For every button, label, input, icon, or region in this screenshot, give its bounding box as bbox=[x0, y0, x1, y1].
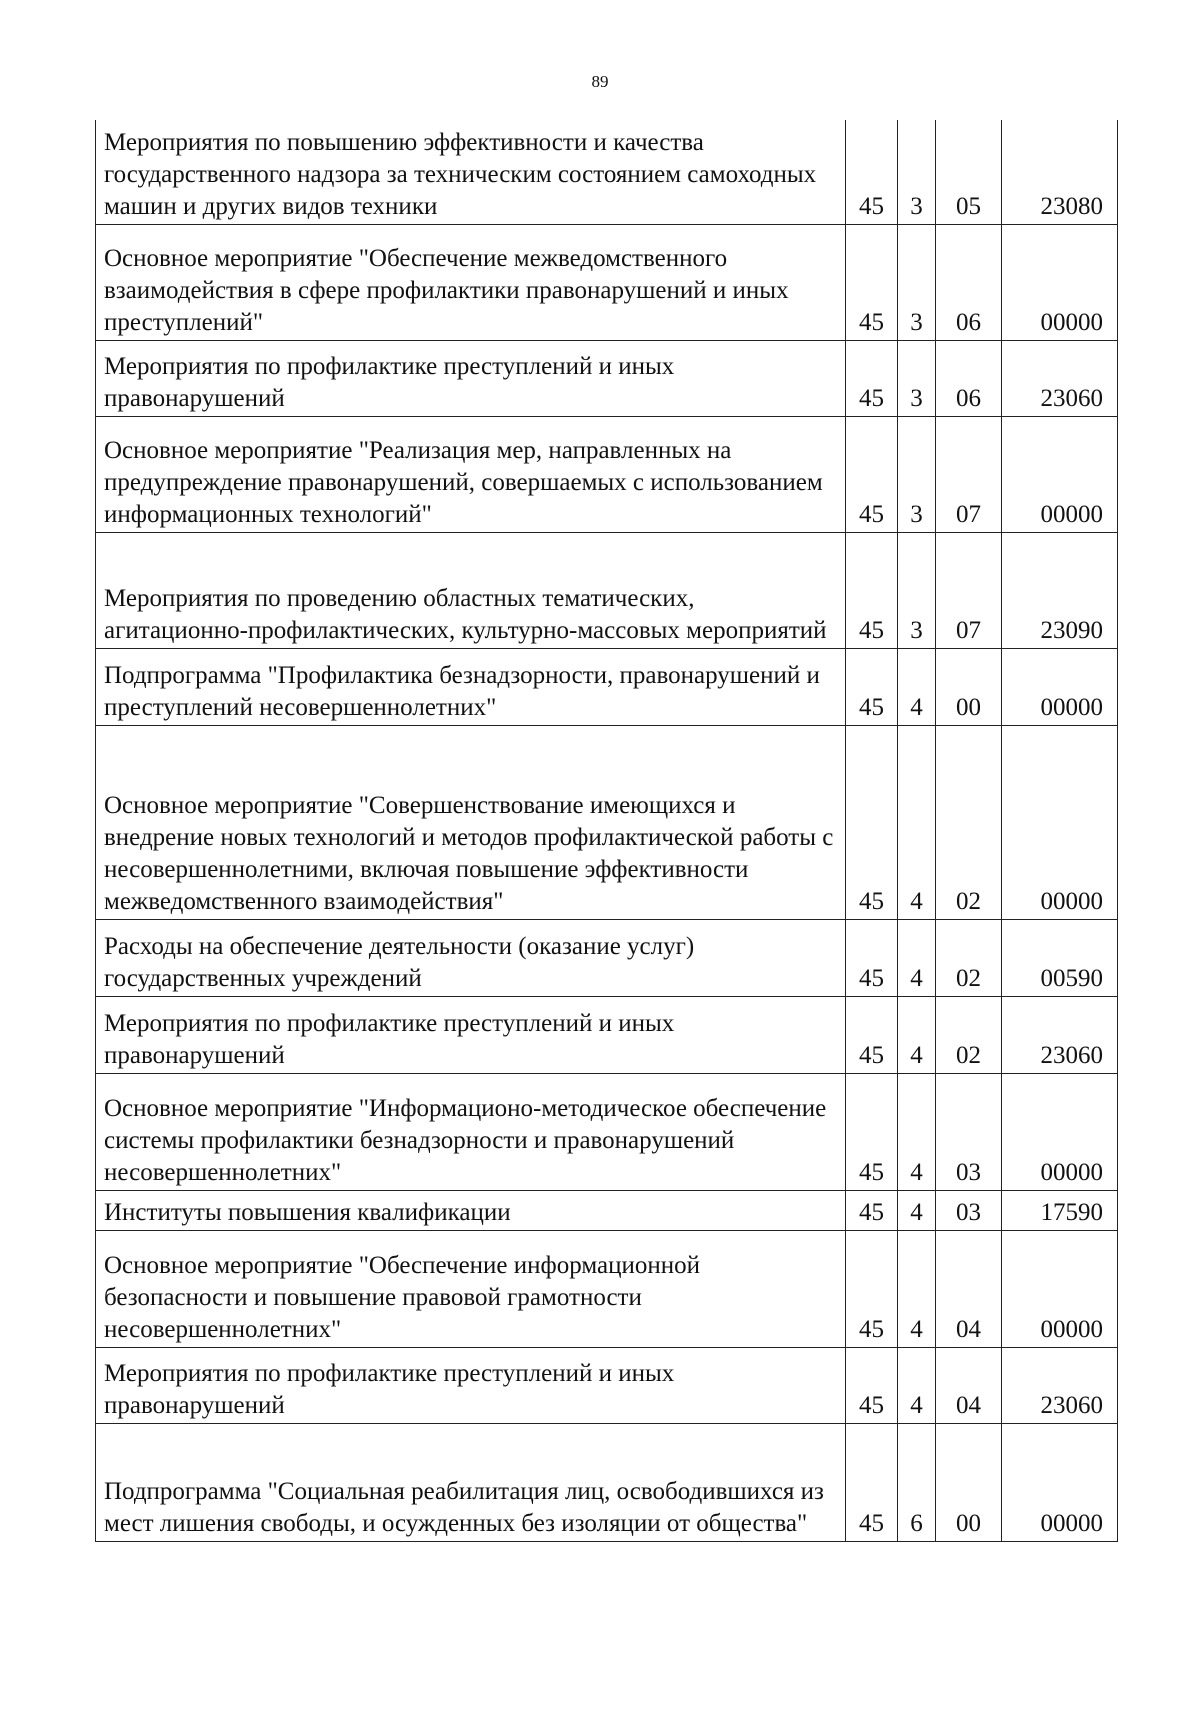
subprogram-code-cell: 4 bbox=[898, 1347, 936, 1423]
row-name-cell: Мероприятия по профилактике преступлений и иных правонарушений bbox=[96, 340, 846, 416]
main-event-code-cell: 07 bbox=[936, 532, 1002, 648]
table-row bbox=[96, 532, 1118, 648]
program-code-cell: 45 bbox=[846, 416, 898, 532]
row-name-cell: Основное мероприятие "Реализация мер, направленных на предупреждение правонарушений, совершаемых с использованием информационных технологий" bbox=[96, 416, 846, 532]
row-name-cell: Мероприятия по профилактике преступлений и иных правонарушений bbox=[96, 1347, 846, 1423]
table-row bbox=[96, 1073, 1118, 1190]
table-row bbox=[96, 1423, 1118, 1541]
program-code-cell: 45 bbox=[846, 1190, 898, 1230]
expense-direction-code-cell: 00000 bbox=[1002, 416, 1118, 532]
expense-direction-code-cell: 00590 bbox=[1002, 919, 1118, 996]
main-event-code-cell: 02 bbox=[936, 919, 1002, 996]
subprogram-code-cell: 4 bbox=[898, 1190, 936, 1230]
row-name-cell: Расходы на обеспечение деятельности (оказание услуг) государственных учреждений bbox=[96, 919, 846, 996]
table-row bbox=[96, 416, 1118, 532]
subprogram-code-cell: 4 bbox=[898, 919, 936, 996]
main-event-code-cell: 03 bbox=[936, 1073, 1002, 1190]
program-code-cell: 45 bbox=[846, 1423, 898, 1541]
main-event-code-cell: 00 bbox=[936, 648, 1002, 725]
row-name-cell: Основное мероприятие "Обеспечение межведомственного взаимодействия в сфере профилактики правонарушений и иных преступлений" bbox=[96, 224, 846, 340]
program-code-cell: 45 bbox=[846, 1230, 898, 1347]
subprogram-code-cell: 6 bbox=[898, 1423, 936, 1541]
expense-direction-code-cell: 00000 bbox=[1002, 1230, 1118, 1347]
table-row bbox=[96, 725, 1118, 919]
row-name-cell: Мероприятия по профилактике преступлений и иных правонарушений bbox=[96, 996, 846, 1073]
table-body bbox=[96, 120, 1118, 1541]
subprogram-code-cell: 3 bbox=[898, 120, 936, 224]
subprogram-code-cell: 3 bbox=[898, 340, 936, 416]
main-event-code-cell: 06 bbox=[936, 340, 1002, 416]
row-name-cell: Подпрограмма "Профилактика безнадзорности, правонарушений и преступлений несовершеннолетних" bbox=[96, 648, 846, 725]
program-code-cell: 45 bbox=[846, 340, 898, 416]
subprogram-code-cell: 4 bbox=[898, 648, 936, 725]
expense-direction-code-cell: 23080 bbox=[1002, 120, 1118, 224]
main-event-code-cell: 06 bbox=[936, 224, 1002, 340]
expense-direction-code-cell: 00000 bbox=[1002, 725, 1118, 919]
program-code-cell: 45 bbox=[846, 996, 898, 1073]
table-row bbox=[96, 340, 1118, 416]
expense-direction-code-cell: 00000 bbox=[1002, 224, 1118, 340]
page-number: 89 bbox=[591, 72, 609, 91]
expense-direction-code-cell: 23060 bbox=[1002, 340, 1118, 416]
table-row bbox=[96, 1230, 1118, 1347]
main-event-code-cell: 00 bbox=[936, 1423, 1002, 1541]
main-event-code-cell: 04 bbox=[936, 1347, 1002, 1423]
program-code-cell: 45 bbox=[846, 120, 898, 224]
subprogram-code-cell: 3 bbox=[898, 224, 936, 340]
table-row bbox=[96, 224, 1118, 340]
expense-direction-code-cell: 23090 bbox=[1002, 532, 1118, 648]
expense-direction-code-cell: 17590 bbox=[1002, 1190, 1118, 1230]
expense-direction-code-cell: 00000 bbox=[1002, 1073, 1118, 1190]
program-code-cell: 45 bbox=[846, 1347, 898, 1423]
program-code-cell: 45 bbox=[846, 532, 898, 648]
program-code-cell: 45 bbox=[846, 648, 898, 725]
table-row bbox=[96, 648, 1118, 725]
program-code-cell: 45 bbox=[846, 1073, 898, 1190]
row-name-cell: Мероприятия по проведению областных тематических, агитационно-профилактических, культурно-массовых мероприятий bbox=[96, 532, 846, 648]
table-row bbox=[96, 1347, 1118, 1423]
table-row bbox=[96, 996, 1118, 1073]
subprogram-code-cell: 4 bbox=[898, 725, 936, 919]
row-name-cell: Основное мероприятие "Совершенствование имеющихся и внедрение новых технологий и методов профилактической работы с несовершеннолетними, включая повышение эффективности межведомственного взаимодействия" bbox=[96, 725, 846, 919]
expense-direction-code-cell: 23060 bbox=[1002, 1347, 1118, 1423]
table-row bbox=[96, 120, 1118, 224]
expense-direction-code-cell: 00000 bbox=[1002, 648, 1118, 725]
program-code-cell: 45 bbox=[846, 919, 898, 996]
main-event-code-cell: 04 bbox=[936, 1230, 1002, 1347]
subprogram-code-cell: 4 bbox=[898, 1230, 936, 1347]
expense-direction-code-cell: 23060 bbox=[1002, 996, 1118, 1073]
row-name-cell: Основное мероприятие "Обеспечение информационной безопасности и повышение правовой грамотности несовершеннолетних" bbox=[96, 1230, 846, 1347]
program-code-cell: 45 bbox=[846, 224, 898, 340]
row-name-cell: Мероприятия по повышению эффективности и качества государственного надзора за техническим состоянием самоходных машин и других видов техники bbox=[96, 120, 846, 224]
budget-classification-table bbox=[95, 120, 1118, 1542]
subprogram-code-cell: 3 bbox=[898, 532, 936, 648]
table-row bbox=[96, 1190, 1118, 1230]
row-name-cell: Институты повышения квалификации bbox=[96, 1190, 846, 1230]
main-event-code-cell: 02 bbox=[936, 725, 1002, 919]
main-event-code-cell: 07 bbox=[936, 416, 1002, 532]
table-row bbox=[96, 919, 1118, 996]
row-name-cell: Основное мероприятие "Информационо-методическое обеспечение системы профилактики безнадзорности и правонарушений несовершеннолетних" bbox=[96, 1073, 846, 1190]
row-name-cell: Подпрограмма "Социальная реабилитация лиц, освободившихся из мест лишения свободы, и осужденных без изоляции от общества" bbox=[96, 1423, 846, 1541]
subprogram-code-cell: 3 bbox=[898, 416, 936, 532]
program-code-cell: 45 bbox=[846, 725, 898, 919]
main-event-code-cell: 05 bbox=[936, 120, 1002, 224]
subprogram-code-cell: 4 bbox=[898, 996, 936, 1073]
subprogram-code-cell: 4 bbox=[898, 1073, 936, 1190]
main-event-code-cell: 02 bbox=[936, 996, 1002, 1073]
main-event-code-cell: 03 bbox=[936, 1190, 1002, 1230]
expense-direction-code-cell: 00000 bbox=[1002, 1423, 1118, 1541]
